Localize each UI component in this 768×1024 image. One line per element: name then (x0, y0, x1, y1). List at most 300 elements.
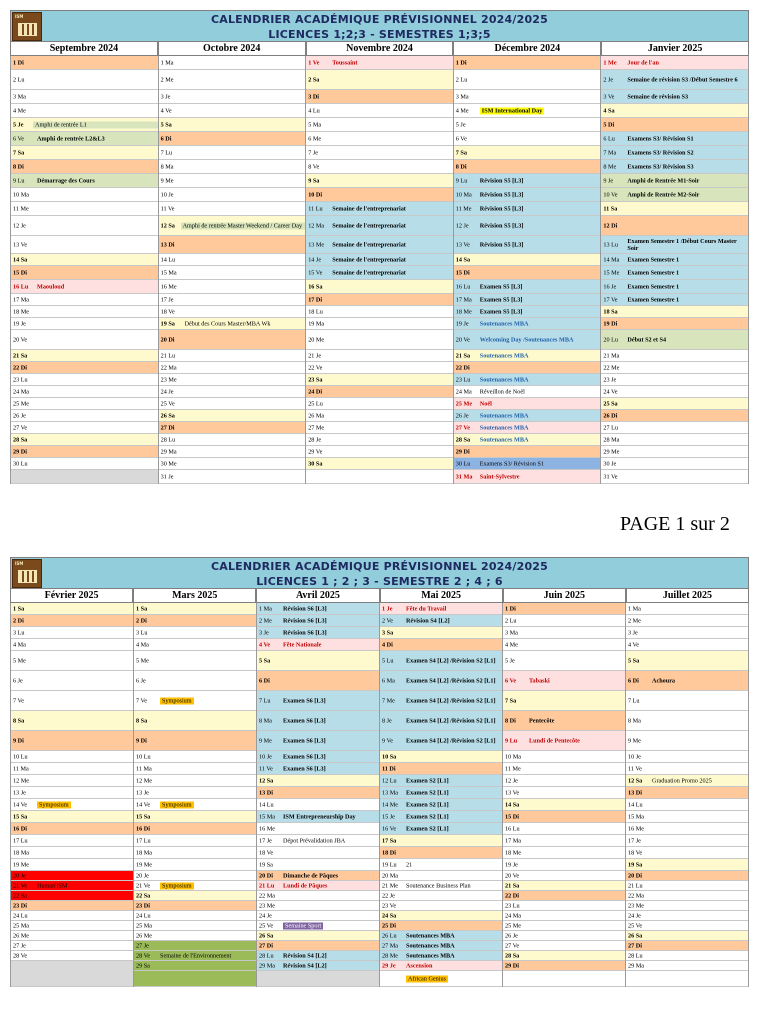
day-cell (380, 921, 502, 931)
day-label: 4 Lu (308, 107, 320, 114)
day-label: 23 Di (136, 902, 150, 909)
day-cell (159, 458, 306, 470)
day-cell (626, 835, 748, 847)
day-cell (11, 799, 133, 811)
event-label: 21 (406, 861, 413, 868)
day-cell (626, 911, 748, 921)
day-label: 15 Je (382, 813, 395, 820)
day-cell (11, 236, 158, 254)
day-cell (257, 787, 379, 799)
month-header-row (10, 42, 749, 56)
day-label: 16 Di (13, 825, 27, 832)
day-label: 3 Je (259, 629, 269, 636)
day-label: 16 Je (603, 283, 617, 290)
day-label: 18 Me (13, 308, 29, 315)
day-label: 12 Sa (259, 777, 274, 784)
day-cell (626, 941, 748, 951)
day-cell (134, 859, 256, 871)
day-label: 1 Ma (259, 605, 272, 612)
day-label: 10 Lu (136, 753, 151, 760)
day-cell (626, 787, 748, 799)
day-cell (306, 398, 453, 410)
day-label: 3 Di (308, 93, 320, 100)
day-label: 28 Sa (455, 436, 471, 443)
event-label: Examen Semestre 1 (627, 296, 680, 303)
day-cell (11, 881, 133, 891)
day-cell (159, 386, 306, 398)
day-cell (257, 811, 379, 823)
day-cell (503, 871, 625, 881)
day-label: 14 Ve (13, 801, 28, 808)
day-cell (134, 811, 256, 823)
day-cell (306, 216, 453, 236)
day-label: 14 Ve (136, 801, 151, 808)
day-label: 27 Je (13, 942, 26, 949)
day-cell (626, 961, 748, 971)
day-cell (11, 410, 158, 422)
day-label: 20 Di (628, 872, 642, 879)
event-label: Examens S3/ Révision S1 (627, 135, 694, 142)
day-label: 2 Di (13, 617, 24, 624)
event-label: Révision S6 [L3] (283, 605, 327, 612)
day-label: 12 Me (136, 777, 152, 784)
event-label: Examen S6 [L3] (283, 753, 326, 760)
day-cell (626, 615, 748, 627)
day-cell (134, 691, 256, 711)
day-label: 24 Je (259, 912, 272, 919)
calendar-title: CALENDRIER ACADÉMIQUE PRÉVISIONNEL 2024/2025 (210, 13, 549, 26)
day-cell (11, 70, 158, 90)
day-label: 18 Ve (160, 308, 175, 315)
day-cell (11, 422, 158, 434)
day-cell (159, 410, 306, 422)
day-cell (306, 90, 453, 104)
day-label: 11 Ma (13, 765, 29, 772)
day-cell (11, 362, 158, 374)
day-cell (11, 146, 158, 160)
day-cell (11, 835, 133, 847)
event-label: ISM Entrepreneurship Day (283, 813, 356, 820)
day-cell (454, 132, 601, 146)
day-cell (380, 941, 502, 951)
month-column (10, 603, 134, 987)
event-label: Semaine Sport (285, 922, 322, 929)
event-label: Examen S4 [L2] /Révision S2 [L1] (406, 657, 496, 664)
day-cell (601, 410, 748, 422)
day-label: 7 Sa (13, 149, 25, 156)
day-label: 8 Ma (160, 163, 174, 170)
day-label: 12 Je (505, 777, 518, 784)
day-label: 12 Lu (382, 777, 397, 784)
day-label: 28 Lu (259, 952, 274, 959)
day-label: 5 Sa (160, 121, 172, 128)
day-cell (454, 202, 601, 216)
event-label: Symposium (162, 697, 192, 704)
day-label: 2 Sa (308, 76, 320, 83)
day-label: 27 Lu (603, 424, 618, 431)
day-label: 1 Sa (13, 605, 25, 612)
day-label: 17 Lu (13, 837, 28, 844)
day-cell (626, 799, 748, 811)
day-label: 5 Je (455, 121, 466, 128)
day-cell (601, 132, 748, 146)
day-label: 10 Sa (382, 753, 397, 760)
day-label: 10 Di (308, 191, 323, 198)
day-label: 15 Ma (160, 269, 177, 276)
day-cell (380, 931, 502, 941)
day-cell (11, 132, 158, 146)
day-cell (380, 835, 502, 847)
day-label: 7 Ma (603, 149, 617, 156)
day-cell (11, 787, 133, 799)
day-cell (11, 951, 133, 961)
event-label: Révision S6 [L3] (283, 629, 327, 636)
day-cell (503, 961, 625, 971)
day-label: 26 Je (455, 412, 469, 419)
day-cell (380, 775, 502, 787)
day-cell (134, 711, 256, 731)
day-cell (454, 236, 601, 254)
day-label: 11 Ve (259, 765, 273, 772)
day-cell (601, 104, 748, 118)
day-label: 24 Lu (13, 912, 28, 919)
day-label: 27 Je (136, 942, 149, 949)
day-cell (454, 434, 601, 446)
day-label: 9 Me (160, 177, 174, 184)
day-cell (503, 639, 625, 651)
day-cell (503, 671, 625, 691)
day-cell (11, 639, 133, 651)
day-cell (159, 70, 306, 90)
day-cell (454, 280, 601, 294)
day-label: 28 Ve (136, 952, 151, 959)
day-cell (306, 374, 453, 386)
day-label: 10 Lu (13, 753, 28, 760)
day-label: 3 Sa (382, 629, 394, 636)
event-label: Maouloud (37, 283, 65, 290)
event-label: Examen S5 [L3] (479, 308, 523, 315)
event-label: Examen S4 [L2] /Révision S2 [L1] (406, 737, 496, 744)
day-cell (626, 731, 748, 751)
day-label: 13 Ve (13, 241, 28, 248)
day-label: 30 Je (603, 460, 617, 467)
day-cell (503, 763, 625, 775)
month-name: Février 2025 (10, 589, 133, 603)
day-cell (454, 410, 601, 422)
event-label: Semaine de l'entreprenariat (332, 256, 406, 263)
month-column (10, 56, 159, 484)
day-cell (601, 446, 748, 458)
day-label: 2 Ve (382, 617, 394, 624)
day-cell (503, 731, 625, 751)
day-label: 20 Ma (382, 872, 398, 879)
day-label: 18 Ma (136, 849, 152, 856)
day-label: 12 Me (13, 777, 29, 784)
event-label: Début des Cours Master/MBA Wk (184, 320, 271, 327)
day-label: 26 Sa (160, 412, 175, 419)
day-label: 8 Sa (13, 717, 25, 724)
day-cell (306, 446, 453, 458)
calendar-subtitle: LICENCES 1;2;3 - SEMESTRES 1;3;5 (268, 28, 491, 41)
day-cell (503, 941, 625, 951)
day-label: 13 Di (259, 789, 273, 796)
month-column (257, 603, 380, 987)
ism-logo-icon: ISM (12, 559, 42, 588)
day-cell (159, 306, 306, 318)
day-label: 5 Lu (382, 657, 394, 664)
day-label: 25 Ve (160, 400, 175, 407)
day-label: 5 Di (603, 121, 615, 128)
day-cell (159, 398, 306, 410)
day-label: 27 Ve (455, 424, 471, 431)
day-cell (134, 823, 256, 835)
day-label: 20 Ve (13, 336, 28, 343)
month-name: Juin 2025 (503, 589, 626, 603)
day-cell (257, 731, 379, 751)
event-label: Révision S4 [L2] (283, 962, 327, 969)
event-label: Examen S2 [L1] (406, 777, 449, 784)
day-cell (454, 70, 601, 90)
day-label: 7 Sa (505, 697, 517, 704)
event-label: Fête du Travail (406, 605, 447, 612)
day-label: 21 Ve (13, 882, 28, 889)
day-cell (134, 911, 256, 921)
day-cell (454, 254, 601, 266)
day-cell (601, 330, 748, 350)
day-label: 7 Ve (136, 697, 148, 704)
day-cell (601, 434, 748, 446)
day-cell (601, 422, 748, 434)
day-cell (159, 90, 306, 104)
day-cell (159, 434, 306, 446)
day-label: 11 Me (505, 765, 521, 772)
day-cell (257, 881, 379, 891)
event-label: Semaine de révision S3 (627, 93, 689, 100)
day-label: 6 Me (308, 135, 322, 142)
day-label: 14 Me (382, 801, 398, 808)
day-label: 26 Sa (628, 932, 643, 939)
event-label: ISM International Day (481, 107, 543, 114)
day-cell (11, 90, 158, 104)
day-cell (503, 811, 625, 823)
day-label: 4 Ve (160, 107, 172, 114)
day-cell (257, 847, 379, 859)
day-label: 24 Je (160, 388, 174, 395)
day-label: 30 Lu (13, 460, 28, 467)
day-cell (159, 236, 306, 254)
event-label: Semaine de l'entreprenariat (332, 269, 406, 276)
day-cell (159, 294, 306, 306)
day-cell (454, 318, 601, 330)
day-label: 19 Je (455, 320, 469, 327)
event-label: Examen S6 [L3] (283, 737, 326, 744)
day-cell (503, 799, 625, 811)
day-cell (306, 350, 453, 362)
day-label: 13 Me (308, 241, 325, 248)
day-label: 30 Me (160, 460, 177, 467)
day-label: 24 Sa (382, 912, 397, 919)
day-cell (257, 763, 379, 775)
day-label: 2 Me (628, 617, 641, 624)
day-cell (134, 891, 256, 901)
day-cell (134, 651, 256, 671)
event-label: Examens S3/ Révision S2 (627, 149, 694, 156)
day-label: 24 Ma (505, 912, 521, 919)
day-label: 19 Ma (308, 320, 325, 327)
day-cell (134, 961, 256, 971)
day-cell (11, 318, 158, 330)
day-cell (601, 266, 748, 280)
day-label: 6 Je (13, 677, 23, 684)
day-cell (454, 160, 601, 174)
day-cell (454, 446, 601, 458)
event-label: Semaine de révision S3 /Début Semestre 6 (627, 76, 738, 83)
day-label: 17 Je (160, 296, 174, 303)
day-cell (503, 711, 625, 731)
day-cell (503, 835, 625, 847)
event-label: Semaine de l'Environnement (160, 952, 232, 959)
day-cell (159, 56, 306, 70)
day-label: 15 Di (455, 269, 470, 276)
day-cell (601, 216, 748, 236)
event-label: Révision S6 [L3] (283, 617, 327, 624)
event-label: Symposium (162, 801, 192, 808)
day-cell (11, 859, 133, 871)
day-cell (454, 386, 601, 398)
day-label: 2 Di (136, 617, 147, 624)
day-label: 20 Je (13, 872, 26, 879)
day-label: 3 Ve (603, 93, 615, 100)
day-cell (454, 266, 601, 280)
day-label: 3 Je (628, 629, 638, 636)
day-label: 1 Me (603, 59, 617, 66)
day-label: 12 Je (455, 222, 469, 229)
day-label: 14 Lu (628, 801, 643, 808)
day-label: 4 Me (505, 641, 518, 648)
day-cell (380, 627, 502, 639)
day-cell (454, 56, 601, 70)
day-label: 24 Ve (603, 388, 618, 395)
day-cell (503, 911, 625, 921)
day-label: 6 Ma (382, 677, 395, 684)
day-cell (11, 627, 133, 639)
day-cell (159, 254, 306, 266)
day-cell (306, 188, 453, 202)
day-cell (257, 615, 379, 627)
event-label: Révision S5 [L3] (479, 191, 524, 198)
day-cell (380, 951, 502, 961)
day-cell (601, 90, 748, 104)
day-cell (257, 941, 379, 951)
day-cell (503, 691, 625, 711)
day-label: 13 Je (136, 789, 149, 796)
day-label: 18 Me (505, 849, 521, 856)
event-label: Révision S5 [L3] (479, 177, 524, 184)
day-label: 15 Ve (308, 269, 323, 276)
month-name: Septembre 2024 (10, 42, 158, 56)
day-label: 21 Sa (505, 882, 520, 889)
day-label: 17 Ma (505, 837, 521, 844)
day-cell (503, 891, 625, 901)
day-cell (159, 146, 306, 160)
event-label: Examens S3/ Révision S1 (479, 460, 544, 467)
event-label: Pentecôte (529, 717, 555, 724)
day-label: 5 Je (13, 121, 24, 128)
event-label: Examen S5 [L3] (479, 296, 523, 303)
day-label: 27 Ma (382, 942, 398, 949)
day-cell (257, 823, 379, 835)
day-label: 20 Je (136, 872, 149, 879)
day-cell (503, 881, 625, 891)
day-cell (257, 691, 379, 711)
day-cell (257, 931, 379, 941)
day-cell (159, 118, 306, 132)
month-header-row (10, 589, 749, 603)
event-label: Amphi de rentrée L2&L3 (37, 135, 105, 142)
day-label: 4 Di (382, 641, 393, 648)
day-label: 23 Sa (308, 376, 323, 383)
day-cell (503, 931, 625, 941)
day-label: 17 Sa (382, 837, 397, 844)
day-label: 16 Lu (505, 825, 520, 832)
day-cell (257, 775, 379, 787)
day-cell (11, 763, 133, 775)
day-label: 14 Sa (455, 256, 471, 263)
day-cell (11, 941, 133, 951)
day-label: 22 Me (603, 364, 620, 371)
day-label: 28 Ma (603, 436, 620, 443)
day-cell (454, 350, 601, 362)
day-label: 14 Je (308, 256, 322, 263)
event-label: Démarrage des Cours (37, 177, 95, 184)
day-cell (380, 651, 502, 671)
day-cell (601, 188, 748, 202)
month-name: Novembre 2024 (306, 42, 454, 56)
day-label: 11 Ve (160, 205, 175, 212)
day-label: 5 Sa (259, 657, 271, 664)
day-label: 10 Ma (13, 191, 29, 198)
day-cell (454, 90, 601, 104)
day-cell (11, 446, 158, 458)
day-label: 19 Sa (259, 861, 273, 868)
day-cell (134, 775, 256, 787)
day-cell (503, 951, 625, 961)
day-label: 27 Di (160, 424, 175, 431)
day-cell (380, 961, 502, 971)
day-label: 11 Me (13, 205, 29, 212)
day-cell (601, 236, 748, 254)
day-label: 2 Me (259, 617, 272, 624)
day-cell (380, 911, 502, 921)
day-cell (11, 160, 158, 174)
day-cell (454, 118, 601, 132)
day-label: 22 Sa (136, 892, 151, 899)
event-label: Soutenances MBA (479, 320, 529, 327)
day-label: 15 Ma (259, 813, 275, 820)
day-label: 13 Ve (455, 241, 470, 248)
day-cell (11, 823, 133, 835)
day-label: 2 Lu (13, 76, 25, 83)
day-cell (11, 294, 158, 306)
event-label: Examen S4 [L2] /Révision S2 [L1] (406, 697, 496, 704)
day-label: 21 Lu (628, 882, 643, 889)
day-label: 12 Di (603, 222, 618, 229)
day-label: 24 Ma (13, 388, 29, 395)
day-label: 9 Lu (13, 177, 25, 184)
day-cell (11, 847, 133, 859)
day-cell (11, 306, 158, 318)
day-cell (306, 470, 453, 484)
